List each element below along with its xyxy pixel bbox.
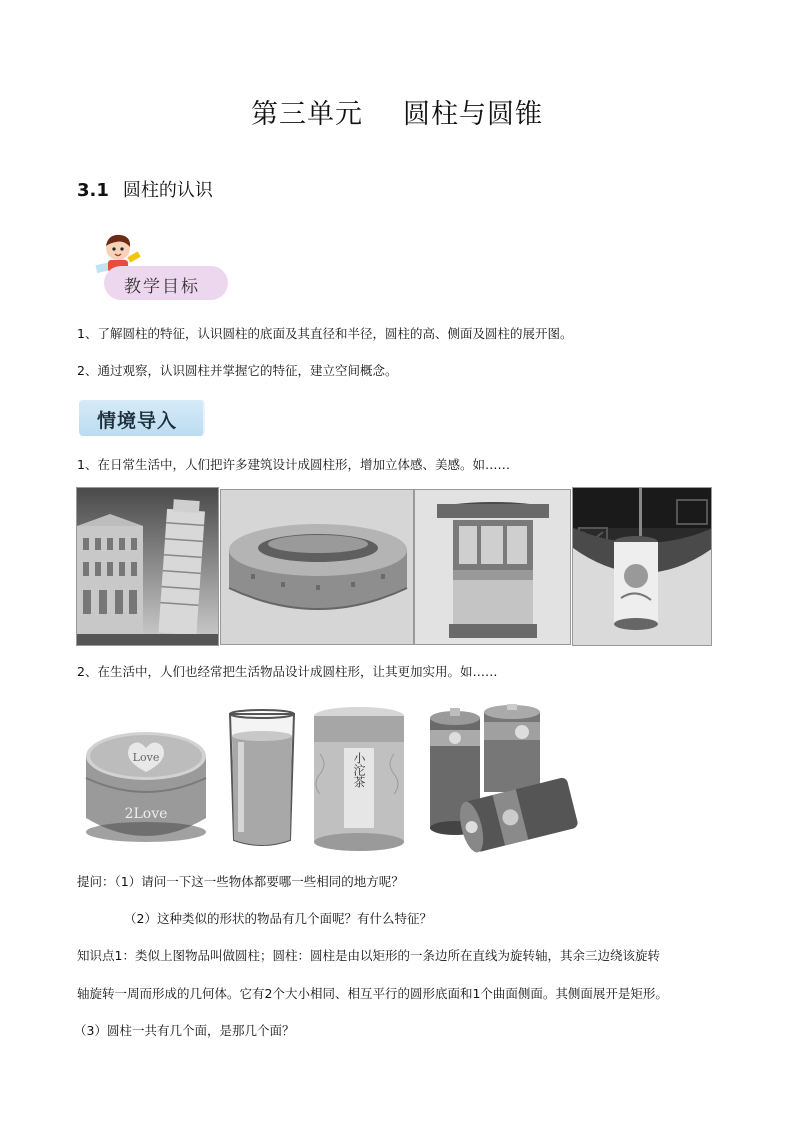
title-part2: 圆柱与圆锥 — [403, 99, 543, 130]
knowledge-point-line-2: 轴旋转一周而形成的几何体。它有2个大小相同、相互平行的圆形底面和1个曲面侧面。其侧面展开是矩形。 — [77, 986, 668, 1001]
tea-tin-label: 小沱茶 — [352, 752, 366, 788]
goals-badge-label: 教学目标 — [124, 277, 200, 297]
water-glass-image — [226, 708, 298, 850]
intro-badge-label: 情境导入 — [97, 410, 178, 432]
goal-item-1: 1、了解圆柱的特征，认识圆柱的底面及其直径和半径，圆柱的高、侧面及圆柱的展开图。 — [77, 326, 573, 341]
tin-side-label: 2Love — [124, 806, 168, 822]
tea-tin-image — [310, 704, 408, 852]
goals-badge — [104, 266, 228, 300]
intro-badge — [79, 400, 205, 436]
lantern-image — [572, 487, 712, 646]
title-part1: 第三单元 — [251, 99, 363, 130]
tin-top-label: Love — [132, 751, 160, 764]
question-2: （2）这种类似的形状的物品有几个面呢？有什么特征？ — [124, 911, 432, 926]
page-title — [0, 92, 794, 131]
section-heading — [77, 176, 213, 202]
pisa-tower-image — [76, 487, 219, 646]
love-tin-image — [82, 726, 210, 848]
intro-item-1: 1、在日常生活中，人们把许多建筑设计成圆柱形，增加立体感、美感。如…… — [77, 457, 510, 472]
intro-item-2: 2、在生活中，人们也经常把生活物品设计成圆柱形，让其更加实用。如…… — [77, 664, 498, 679]
batteries-image — [424, 704, 584, 854]
kiosk-building-image — [414, 489, 571, 645]
question-3: （3）圆柱一共有几个面，是那几个面？ — [74, 1023, 295, 1038]
goal-item-2: 2、通过观察，认识圆柱并掌握它的特征，建立空间概念。 — [77, 363, 398, 378]
section-title: 圆柱的认识 — [122, 180, 213, 201]
question-1: 提问：（1）请问一下这一些物体都要哪一些相同的地方呢？ — [77, 874, 404, 889]
tulou-building-image — [220, 489, 414, 645]
knowledge-point-line-1: 知识点1：类似上图物品叫做圆柱；圆柱：圆柱是由以矩形的一条边所在直线为旋转轴，其余三边绕该旋转 — [77, 948, 660, 963]
section-number: 3.1 — [77, 180, 109, 201]
